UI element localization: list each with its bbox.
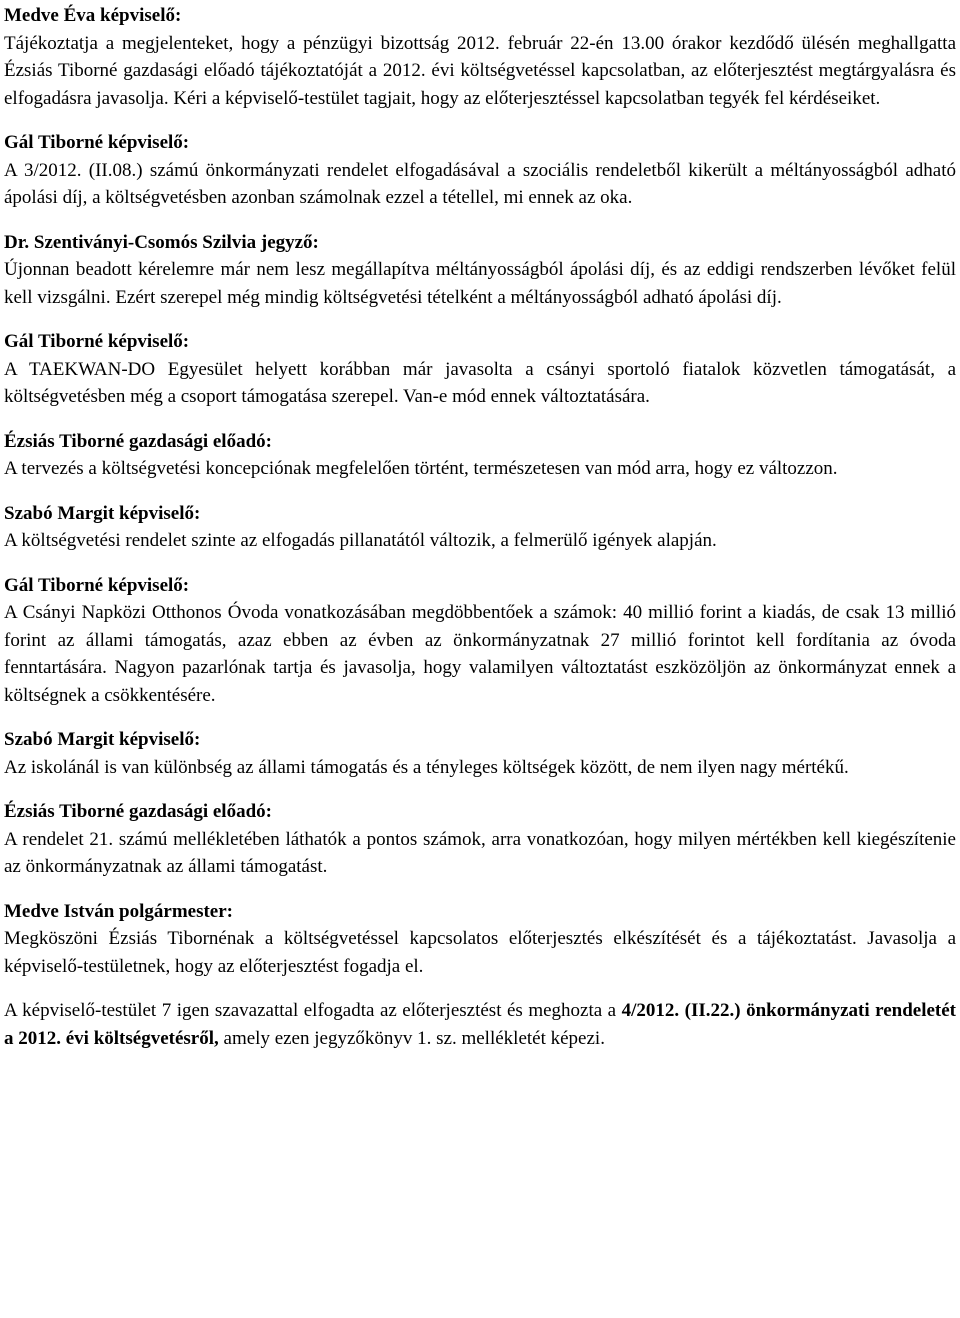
speech-block-6 (4, 500, 956, 555)
speech-text: A költségvetési rendelet szinte az elfogadás pillanatától változik, a felmerülő igények alapján. (4, 530, 717, 551)
speech-text: A TAEKWAN-DO Egyesület helyett korábban már javasolta a csányi sportoló fiatalok közvetlen támogatását, a költségvetésben még a csoport támogatása szerepel. Van-e mód ennek változtatására. (4, 358, 956, 407)
speech-block-10 (4, 898, 956, 981)
resolution-block (4, 997, 956, 1052)
speech-text: Újonnan beadott kérelemre már nem lesz megállapítva méltányosságból ápolási díj, és az eddigi rendszerben lévőket felül kell vizsgálni. Ezért szerepel még mindig költségvetési tételként a méltányosságból adható ápolási díj. (4, 259, 956, 308)
speaker-name: Gál Tiborné képviselő: (4, 132, 190, 153)
resolution-text (4, 997, 956, 1052)
speech-block-3 (4, 229, 956, 312)
speech-block-4 (4, 328, 956, 411)
speaker-name: Gál Tiborné képviselő: (4, 331, 190, 352)
speech-text: A rendelet 21. számú mellékletében láthatók a pontos számok, arra vonatkozóan, hogy milyen mértékben kell kiegészítenie az önkormányzatnak az állami támogatást. (4, 828, 956, 877)
speech-text: A tervezés a költségvetési koncepciónak megfelelően történt, természetesen van mód arra, hogy ez változzon. (4, 458, 838, 479)
speaker-name: Medve István polgármester: (4, 900, 234, 922)
speech-block-5 (4, 428, 956, 483)
speaker-name: Ézsiás Tiborné gazdasági előadó: (4, 430, 272, 452)
speaker-name: Ézsiás Tiborné gazdasági előadó: (4, 801, 272, 822)
speaker-name: Szabó Margit képviselő: (4, 502, 201, 524)
speaker-name: Medve Éva képviselő: (4, 5, 182, 26)
resolution-suffix: amely ezen jegyzőkönyv 1. sz. mellékletét képezi. (218, 1027, 605, 1049)
speech-text: Az iskolánál is van különbség az állami támogatás és a tényleges költségek között, de nem ilyen nagy mértékű. (4, 756, 849, 778)
speaker-name: Gál Tiborné képviselő: (4, 574, 190, 596)
speech-text: Tájékoztatja a megjelenteket, hogy a pénzügyi bizottság 2012. február 22-én 13.00 órakor kezdődő ülésén meghallgatta Ézsiás Tiborné gazdasági előadó tájékoztatóját a 2012. évi költségvetéssel kapcsolatban, az előterjesztést megtárgyalásra és elfogadásra javasolja. Kéri a képviselő-testület tagjait, hogy az előterjesztéssel kapcsolatban tegyék fel kérdéseiket. (4, 32, 956, 109)
speech-text: Megköszöni Ézsiás Tibornénak a költségvetéssel kapcsolatos előterjesztés elkészítését és a tájékoztatást. Javasolja a képviselő-testületnek, hogy az előterjesztést fogadja el. (4, 928, 956, 977)
speech-text: A 3/2012. (II.08.) számú önkormányzati rendelet elfogadásával a szociális rendeletből kikerült a méltányosságból adható ápolási díj, a költségvetésben azonban számolnak ezzel a tétellel, mi ennek az oka. (4, 159, 956, 208)
speaker-name: Szabó Margit képviselő: (4, 729, 201, 750)
speech-text: A Csányi Napközi Otthonos Óvoda vonatkozásában megdöbbentőek a számok: 40 millió forint a kiadás, de csak 13 millió forint az állami támogatás, azaz ebben az évben az önkormányzatnak 27 millió forintot kell fordítania az óvoda fenntartására. Nagyon pazarlónak tartja és javasolja, hogy valamilyen változtatást eszközöljön az önkormányzat ennek a költségnek a csökkentésére. (4, 602, 956, 706)
resolution-prefix: A képviselő-testület 7 igen szavazattal elfogadta az előterjesztést és meghozta a (4, 1000, 622, 1021)
speech-block-2 (4, 129, 956, 212)
speech-block-9 (4, 798, 956, 881)
speech-block-1 (4, 2, 956, 112)
resolution-decree-title: 4/2012. (II.22.) önkormányzati rendeletét a 2012. évi költségvetésről, (4, 1000, 956, 1049)
speaker-name: Dr. Szentiványi-Csomós Szilvia jegyző: (4, 231, 319, 253)
speech-block-7 (4, 572, 956, 710)
speech-block-8 (4, 726, 956, 781)
